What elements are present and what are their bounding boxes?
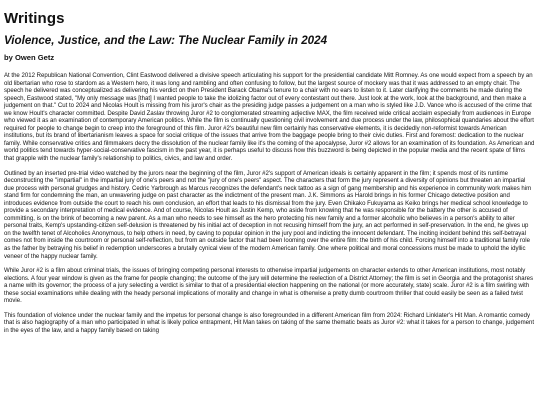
article-paragraph: Outlined by an inserted pre-trial video watched by the jurors near the beginning of the film, Juror #2's support of American ideals is certainly apparent in the film; it spends most of its runtime deconstructing the "impartial" in the impartial jury of one's peers and not the "jury of one's peers" aspect. The characters that form the jury represent a diversity of opinions but threaten an impartial due process with personal grudges and history. Cedric Yarbrough as Marcus recognizes the defendant's neck tattoo as a sign of gang membership and his experience in community work makes him stand firm for condemning the man, an unwavering judge on past character as the indictment of the present man. J.K. Simmons as Harold brings in his former Chicago detective position and introduces evidence from outside the court to reach his own conclusion, an effort that leads to his dismissal from the jury. Even Chikako Fukuyama as Keiko brings her medical school knowledge to provide a secondary interpretation of medical evidence. And of course, Nicolas Hoult as Justin Kemp, who aside from knowing that he was responsible for the battery the other is accused of committing, is on the brink of becoming a new parent. As a man who needs to see himself as the hero protecting his new family and a former alcoholic who believes in a person's ability to alter personal traits, Kemp's upstanding-citizen self-delusion is threatened by his initial act of deception in not recusing himself from the jury, an act performed in self-preservation. In the end, he gives up on the twelfth tenet of Alcoholics Anonymous, to help others in need, by caving to popular opinion in the jury pool and indicting the innocent defendant. The inciting incident behind this self-betrayal comes not from inside the courtroom or personal self-reflection, but from an outside factor that had been looming over the entire film: the birth of his child. Forcing himself into a traditional family role as the father by betraying his belief in redemption underscores a brutally cynical view of the modern American family. One where political and moral concessions must be made to uphold the idyllic veneer of the happy nuclear family. [4, 170, 532, 260]
section-title: Writings [4, 10, 65, 27]
article-paragraph: While Juror #2 is a film about criminal trials, the issues of bringing competing personal interests to otherwise impartial judgements on character extends to other American institutions, most notably elections. A four year window is given as the frame for people changing; the outcome of the jury will determine the reelection of a District Attorney; the film is set in Georgia and the protagonist shares a name with its governor; the process of a jury selecting a verdict is similar to that of a presidential election happening on the national (or more accurately, state) scale. Juror #2 is a film swirling with these social examinations while dealing with the heady personal implications of morality and change in what is otherwise a pretty dumb courtroom thriller that could easily be seen as a failed twist movie. [4, 268, 534, 305]
article-paragraph: This foundation of violence under the nuclear family and the impetus for personal change is also foregrounded in a different American film from 2024: Richard Linklater's Hit Man. A romantic comedy that is also hagiography of a man who participated in what is likely police entrapment, Hit Man takes on taking of the same thematic beats as Juror #2: what it takes for a person to change, judgement in the eyes of the law, and a happy family based on taking [4, 312, 535, 334]
article-title: Violence, Justice, and the Law: The Nuclear Family in 2024 [4, 34, 328, 47]
article-body [4, 73, 536, 336]
article-byline: by Owen Getz [4, 53, 55, 62]
article-paragraph: At the 2012 Republican National Convention, Clint Eastwood delivered a divisive speech articulating his support for the presidential candidate Mitt Romney. As one would expect from a speech by an old libertarian who rose to stardom as a Western hero, it was long and rambling and often confusing to follow, but the largest source of mockery was that it was addressed to an empty chair. The speech he delivered was conceptualized as delivering his verdict on then President Barack Obama's tenure to a chair with no ears to listen to it. Later clarifying the comments he made during the speech, Eastwood stated, "My only message was [that] I wanted people to take the idolizing factor out of every contestant out there. Just look at the work, look at the background, and then make a judgement on that." Cut to 2024 and Nicolas Hoult is missing from his juror's chair as the presiding judge passes a judgement on a man who is styled like J.D. Vance who is accused of the crime that we know Hoult's character committed. Despite David Zaslav throwing Juror #2 to conglomerated streaming adjective MAX, the film received wide critical acclaim especially from audiences in Europe who viewed it as an examination of contemporary American politics. While the film is continually questioning civil involvement and due process under the law, philosophical quandaries about the effort required for people to change begin to creep into the foreground of this film. Juror #2's beautiful new film certainly has conservative elements, it is decidedly non-reformist towards American institutions, but its brand of libertarianism leaves a space for social critique of the issues that arrive from the baggage people bring to their civic duties. First and foremost: dedication to the nuclear family. While conservative critics and filmmakers decry the dissolution of the nuclear family like it's the coming of the apocalypse, Juror #2 allows for an examination of its foundation. As American and world politics tend towards hyper-social-conservative fascism in the past year, it is perhaps useful to discuss how this buzzword is being depicted in the popular media and the recent spate of films that grapple with the nuclear family's relationship to politics, civics, and law and order. [4, 73, 535, 163]
